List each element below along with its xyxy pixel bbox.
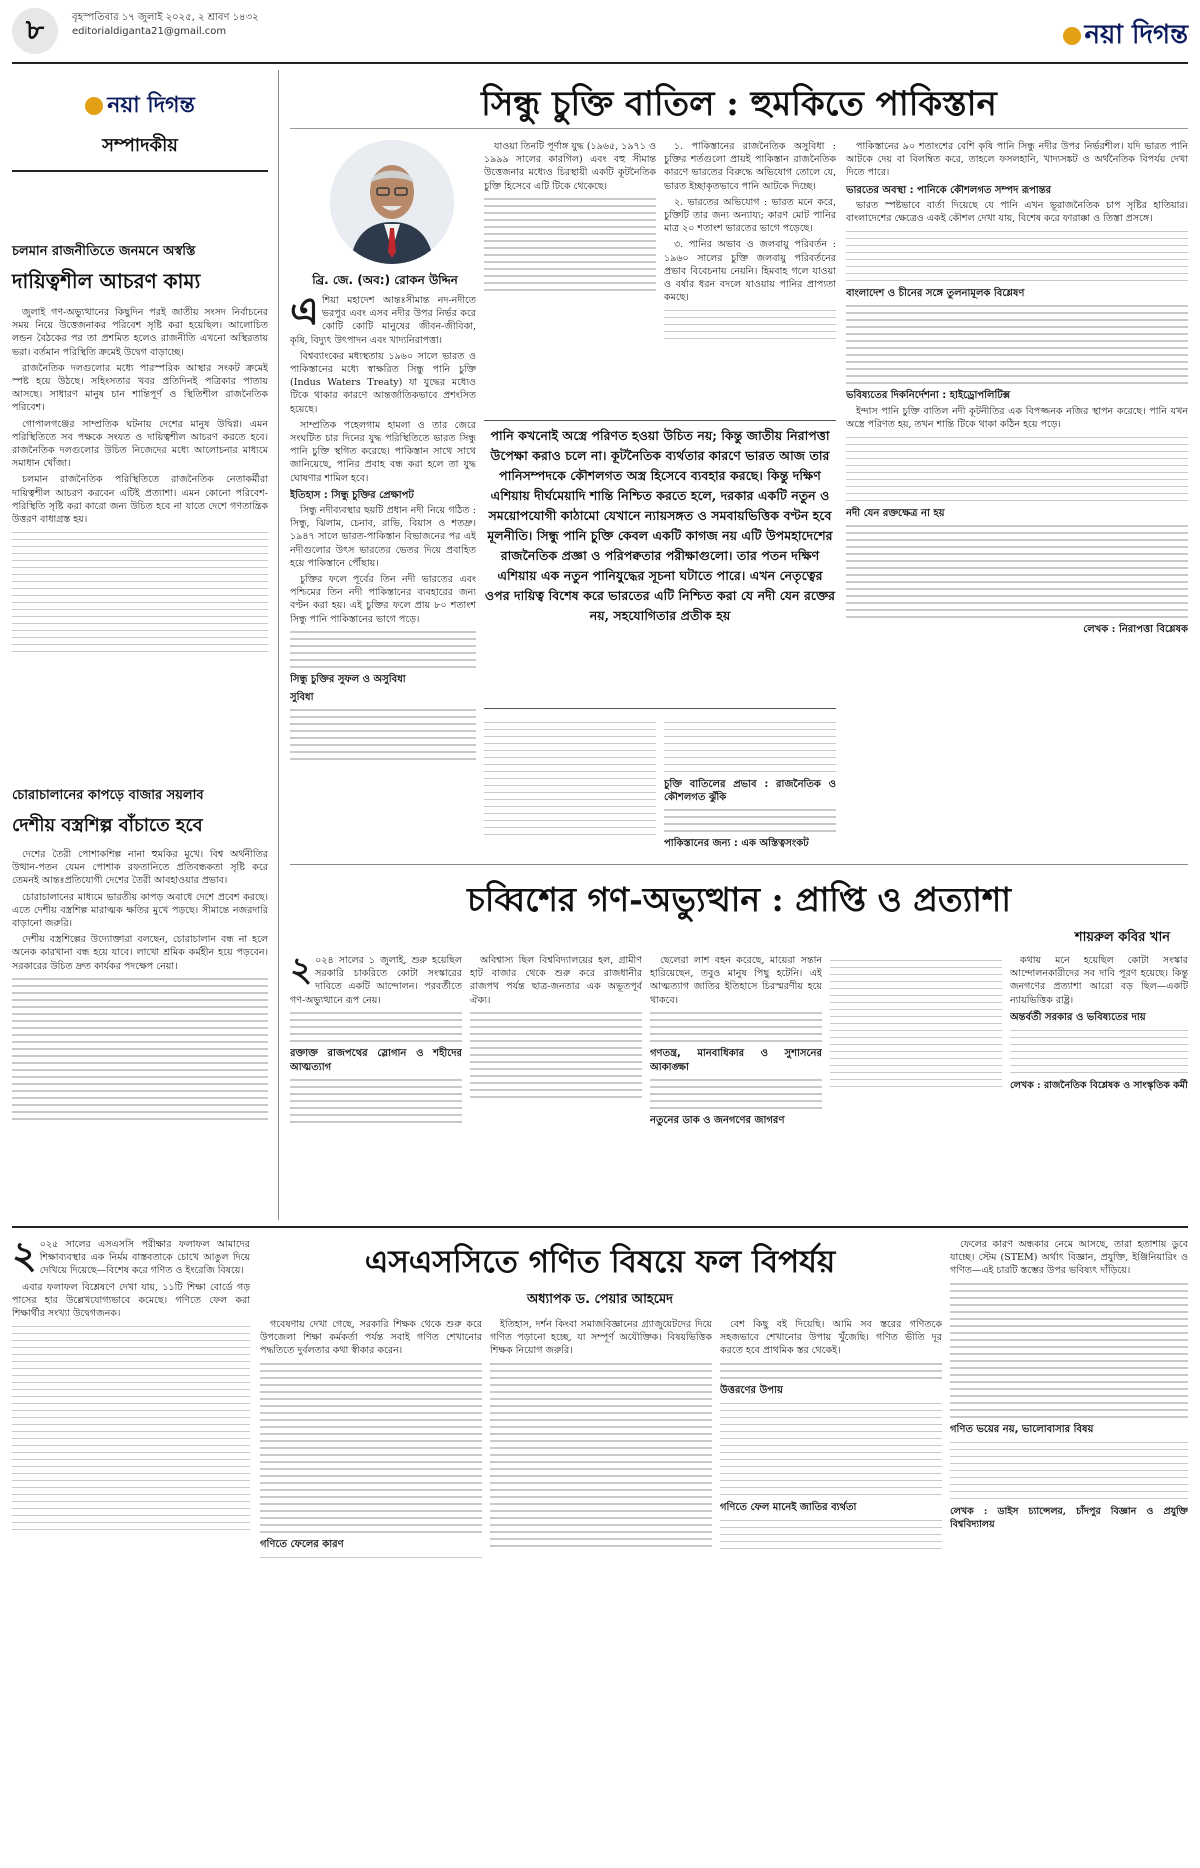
indus-author: ব্রি. জে. (অব:) রোকন উদ্দিন [312, 273, 458, 287]
text-lines [950, 1283, 1188, 1418]
math-col-3 [490, 1318, 712, 1858]
uprising-col-2 [470, 954, 642, 1212]
indus-signoff: লেখক : নিরাপত্তা বিশ্লেষক [1083, 624, 1188, 636]
indus-para: সাম্প্রতিক পহেলগাম হামলা ও তার জেরে সংঘটিত চার দিনের যুদ্ধ পরিস্থিতিতে ভারত সিন্ধু পানি চুক্তি স্থগিত করেছে। পাকিস্তান সাথে সাথে জানিয়েছে, পানির প্রবাহ বন্ধ করা হলে তা যুদ্ধ ঘোষণার শামিল হবে। [290, 419, 476, 484]
math-col-2 [260, 1318, 482, 1858]
text-lines [950, 1442, 1188, 1500]
text-lines [650, 1079, 822, 1109]
indus-col-3 [664, 140, 836, 410]
math-author: অধ্যাপক ড. পেয়ার আহমেদ [526, 1292, 674, 1307]
editorial2-title: দেশীয় বস্ত্রশিল্প বাঁচাতে হবে [12, 815, 203, 836]
text-lines [1010, 1030, 1188, 1074]
editorial1-para: জুলাই গণ-অভ্যুত্থানের কিছুদিন পরই জাতীয় সংসদ নির্বাচনের সময় নিয়ে উত্তেজনাকর পরিবেশ সৃষ্টি করা হয়েছিল। আলোচিত লন্ডন বৈঠকের পর তা প্রশমিত হলেও রাজনীতি এখনো অস্থিরতায় ভরা। বর্তমান পরিস্থিতি ক্রমেই উদ্বেগ বাড়াচ্ছে। [12, 307, 268, 358]
math-subhead: গণিত ভয়ের নয়, ভালোবাসার বিষয় [950, 1424, 1094, 1436]
text-lines [846, 231, 1188, 282]
uprising-para: অবিশ্বাস্য ছিল বিশ্ববিদ্যালয়ের হল, গ্রামীণ হাট বাজার থেকে শুরু করে রাজধানীর রাজপথ পর্যন্ত ছাত্র-জনতার এক অভূতপূর্ব ঐক্য। [470, 955, 642, 1006]
indus-para: ২. ভারতের অভিযোগ : ভারত মনে করে, চুক্তিটি তার জন্য অন্যায্য; কারণ মোট পানির মাত্র ২০ শতাংশ ভারতের ভাগে পড়েছে। [664, 196, 836, 235]
uprising-col-3 [650, 954, 822, 1212]
uprising-col-5 [1010, 954, 1188, 1212]
indus-para: শিয়া মহাদেশ আন্তঃসীমান্ত নদ-নদীতে ভরপুর এবং এসব নদীর উপর নির্ভর করে কোটি কোটি মানুষের জীবন-জীবিকা, কৃষি, বিদ্যুৎ উৎপাদন এবং খাদ্যনিরাপত্তা। [290, 295, 476, 346]
column-divider [278, 70, 279, 1220]
text-lines [12, 532, 268, 653]
editorial1-kicker: চলমান রাজনীতিতে জনমনে অস্বস্তি [12, 244, 196, 259]
text-lines [290, 1079, 462, 1123]
drop-cap: এ [290, 294, 319, 333]
math-headline: এসএসসিতে গণিত বিষয়ে ফল বিপর্যয় [364, 1244, 836, 1280]
text-lines [484, 198, 656, 291]
text-lines [260, 1557, 482, 1559]
text-lines [720, 1403, 942, 1496]
text-lines [490, 1363, 712, 1547]
uprising-subhead: রক্তাক্ত রাজপথের স্লোগান ও শহীদের আত্মত্যাগ [290, 1048, 462, 1073]
pull-quote-top-rule [484, 420, 836, 421]
masthead-logo [1063, 14, 1188, 58]
indus-col-4 [846, 140, 1188, 856]
text-lines [12, 1326, 250, 1531]
section-divider [12, 1226, 1188, 1228]
math-para: বেশ কিছু বই দিয়েছি। আমি সব স্তরের গণিতকে সহজভাবে শেখানোর উপায় খুঁজেছি। গণিত ভীতি দূর করতে হবে প্রাথমিক স্তর থেকেই। [720, 1319, 942, 1357]
indus-subhead: সুবিধা [290, 691, 314, 703]
indus-para: যাওয়া তিনটি পূর্ণাঙ্গ যুদ্ধ (১৯৬৫, ১৯৭১ ও ১৯৯৯ সালের কারগিল) এবং বহু সীমান্ত উত্তেজনার মধ্যেও চিরস্থায়ী একটি কূটনৈতিক চুক্তি হিসেবে এটি টিকে থেকেছে। [484, 141, 656, 192]
indus-subhead: ভবিষ্যতের দিকনির্দেশনা : হাইড্রোপলিটিক্স [846, 390, 1011, 402]
math-para: ০২৫ সালের এসএসসি পরীক্ষার ফলাফল আমাদের শিক্ষাব্যবস্থার এক নির্মম বাস্তবতাকে চোখে আঙুল দিয়ে দেখিয়ে দিয়েছে—বিশেষ করে গণিত ও ইংরেজি বিষয়ে। [39, 1239, 250, 1277]
uprising-para: ০২৪ সালের ১ জুলাই, শুরু হয়েছিল সরকারি চাকরিতে কোটা সংস্কারের দাবিতে একটি আন্দোলন। পরবর্তীতে গণ-অভ্যুত্থানে রূপ নেয়। [290, 955, 462, 1006]
editorial2-para: দেশীয় বস্ত্রশিল্পের উদ্যোক্তারা বলছেন, চোরাচালান বন্ধ না হলে অনেক কারখানা বন্ধ হয়ে যাবে। লাখো শ্রমিক কর্মহীন হয়ে পড়বেন। সরকারের উচিত দ্রুত কার্যকর পদক্ষেপ নেয়া। [12, 934, 268, 972]
math-col-5 [950, 1238, 1188, 1858]
editorial1-para: চলমান রাজনৈতিক পরিস্থিতিতে রাজনৈতিক নেতাকর্মীরা দায়িত্বশীল আচরণ করবেন এটিই প্রত্যাশা। এমন কোনো পরিবেশ-পরিস্থিতি সৃষ্টি করা কারো জন্য উচিত হবে না যাতে দেশে গণতান্ত্রিক উত্তরণ বাধাগ্রস্ত হয়। [12, 474, 268, 526]
indus-subhead: ভারতের অবস্থা : পানিকে কৌশলগত সম্পদ রূপান্তর [846, 184, 1052, 196]
pull-quote-bottom-rule [484, 708, 836, 709]
editorial1-para: গোপালগঞ্জের সাম্প্রতিক ঘটনায় দেশের মানুষ উদ্বিগ্ন। এমন পরিস্থিতিতে সব পক্ষকে সংযত ও দায়িত্বশীল আচরণ করতে হবে। রাজনৈতিক দলগুলোর উচিত নিজেদের মধ্যে আলোচনার মাধ্যমে সমাধান খোঁজা। [12, 418, 268, 470]
date-line: বৃহস্পতিবার ১৭ জুলাই ২০২৫, ২ শ্রাবণ ১৪৩২ [72, 12, 259, 23]
text-lines [830, 960, 1002, 1088]
math-para: এবার ফলাফল বিশ্লেষণে দেখা যায়, ১১টি শিক্ষা বোর্ডে গড় পাসের হার উল্লেখযোগ্যভাবে কমেছে। গণিতে ফেল করা শিক্ষার্থীর সংখ্যা উদ্বেগজনক। [12, 1281, 250, 1320]
pull-quote: পানি কখনোই অস্ত্রে পরিণত হওয়া উচিত নয়; কিন্তু জাতীয় নিরাপত্তা উপেক্ষা করাও চলে না। কূটনৈতিক ব্যর্থতার কারণে ভারত আজ তার পানিসম্পদকে কৌশলগত অস্ত্র হিসেবে ব্যবহার করছে। কিন্তু দক্ষিণ এশিয়ায় দীর্ঘমেয়াদি শান্তি নিশ্চিত করতে হলে, দরকার একটি নতুন ও সময়োপযোগী কাঠামো যেখানে ন্যায়সঙ্গত ও সমবায়ভিত্তিক বণ্টন হবে মূলনীতি। সিন্ধু পানি চুক্তি কেবল একটি কাগজ নয় এটি উপমহাদেশের রাজনৈতিক প্রজ্ঞা ও পরিপক্বতার পরীক্ষাগুলো। তার পতন দক্ষিণ এশিয়ায় এক নতুন পানিযুদ্ধের সূচনা ঘটাতে পারে। এখন নেতৃত্বের ওপর দায়িত্ব বিশেষ করে ভারতের এটি নিশ্চিত করা যে নদী যেন রক্তের নয়, সহযোগিতার প্রতীক হয় [484, 428, 836, 623]
editorial-logo [12, 88, 268, 125]
indus-col-2 [484, 140, 656, 410]
indus-para: ১. পাকিস্তানের রাজনৈতিক অসুবিধা : চুক্তির শর্তগুলো প্রায়ই পাকিস্তান রাজনৈতিক কারণে ভারতের বিরুদ্ধে অভিযোগ তোলে যে, ভারত ইচ্ছাকৃতভাবে পানি আটকে দিচ্ছে। [664, 141, 836, 192]
indus-para: বিশ্বব্যাংকের মধ্যস্থতায় ১৯৬০ সালে ভারত ও পাকিস্তানের মধ্যে স্বাক্ষরিত সিন্ধু পানি চুক্তি (Indus Waters Treaty) যা যুদ্ধের মধ্যেও টিকে থাকার কারণে আন্তর্জাতিকভাবে প্রশংসিত হয়েছে। [290, 350, 476, 415]
drop-cap: ২ [290, 954, 313, 990]
math-subhead: গণিতে ফেলের কারণ [260, 1539, 344, 1551]
indus-para: ৩. পানির অভাব ও জলবায়ু পরিবর্তন : ১৯৬০ সালের চুক্তি জলবায়ু পরিবর্তনের প্রভাব বিবেচনায় নেয়নি। হিমবাহ গলে যাওয়া ও বর্ষার ধরন বদলে যাওয়ায় পানির প্রাপ্যতা কমছে। [664, 239, 836, 304]
text-lines [846, 305, 1188, 384]
editorial2-kicker: চোরাচালানের কাপড়ে বাজার সয়লাব [12, 788, 204, 803]
indus-subhead: নদী যেন রক্তক্ষেত্র না হয় [846, 507, 945, 519]
editorial2-body [12, 848, 268, 1236]
indus-subhead: পাকিস্তানের জন্য : এক অস্তিত্বসংকট [664, 838, 809, 850]
text-lines [720, 1363, 942, 1379]
editorial1-body [12, 306, 268, 776]
text-lines [664, 722, 836, 773]
text-lines [470, 1012, 642, 1098]
uprising-subhead: অন্তর্বর্তী সরকার ও ভবিষ্যতের দায় [1010, 1011, 1146, 1023]
math-para: গবেষণায় দেখা গেছে, সরকারি শিক্ষক থেকে শুরু করে উপজেলা শিক্ষা কর্মকর্তা পর্যন্ত সবাই গণিত শেখানোর পদ্ধতিতে দুর্বলতার কথা স্বীকার করেন। [260, 1319, 482, 1357]
indus-para: সিন্ধু নদীব্যবস্থার ছয়টি প্রধান নদী নিয়ে গঠিত : সিন্ধু, ঝিলাম, চেনাব, রাভি, বিয়াস ও শতদ্রু। ১৯৪৭ সালে ভারত-পাকিস্তান বিভাজনের পর এই নদীগুলোর উৎস ভারতের ভেতর দিয়ে প্রবাহিত হয়ে পাকিস্তানে পৌঁছায়। [290, 505, 476, 569]
math-subhead: উত্তরণের উপায় [720, 1385, 783, 1397]
author-photo [330, 140, 454, 264]
uprising-para: কথায় মনে হয়েছিল কোটা সংস্কার আন্দোলনকারীদের সব দাবি পূরণ হয়েছে। কিন্তু জনগণের প্রত্যাশা আরো বড় ছিল—একটি ন্যায়ভিত্তিক রাষ্ট্র। [1010, 955, 1188, 1006]
indus-col-3-lower [664, 716, 836, 856]
sun-logo-icon [85, 97, 103, 115]
text-lines [484, 722, 656, 836]
editorial-column [12, 70, 268, 1190]
text-lines [664, 310, 836, 340]
text-lines [664, 809, 836, 832]
uprising-para: ছেলেরা লাশ বহন করেছে, মায়েরা সন্তান হারিয়েছেন, তবুও মানুষ পিছু হটেনি। এই আত্মত্যাগ জাতির ইতিহাসে চিরস্মরণীয় হয়ে থাকবে। [650, 955, 822, 1006]
uprising-col-1 [290, 954, 462, 1212]
indus-para: ভারত স্পষ্টভাবে বার্তা দিয়েছে যে পানি এখন ভূরাজনৈতিক চাপ সৃষ্টির হাতিয়ার। বাংলাদেশের ক্ষেত্রেও একই কৌশল দেখা যায়, বিশেষ করে ফারাক্কা ও তিস্তা প্রসঙ্গে। [846, 199, 1188, 225]
text-lines [290, 709, 476, 760]
author-portrait-icon [330, 140, 454, 264]
uprising-col-4 [830, 954, 1002, 1212]
math-signoff: লেখক : ডাইস চ্যান্সেলর, চাঁদপুর বিজ্ঞান ও প্রযুক্তি বিশ্ববিদ্যালয় [950, 1505, 1188, 1531]
drop-cap: ২ [12, 1238, 37, 1277]
editorial-email[interactable]: editorialdiganta21@gmail.com [72, 26, 227, 37]
editorial2-para: চোরাচালানের মাধ্যমে ভারতীয় কাপড় অবাধে দেশে প্রবেশ করছে। এতে দেশীয় বস্ত্রশিল্প মারাত্মক ক্ষতির মুখে পড়ছে। সীমান্তে নজরদারি বাড়ানো জরুরি। [12, 891, 268, 930]
text-lines [846, 525, 1188, 618]
indus-bottom-rule [290, 864, 1188, 865]
editorial1-para: রাজনৈতিক দলগুলোর মধ্যে পারস্পরিক আস্থার সংকট ক্রমেই স্পষ্ট হয়ে উঠছে। সহিংসতার খবর প্রতিদিনই পত্রিকার পাতায় আসছে। সাধারণ মানুষ চান শান্তিপূর্ণ ও স্থিতিশীল রাজনৈতিক পরিবেশ। [12, 362, 268, 414]
indus-para: ইন্দাস পানি চুক্তি বাতিল নদী কূটনীতির এক বিপজ্জনক নজির স্থাপন করেছে। পানি যখন অস্ত্রে পরিণত হয়, তখন শান্তি টিকে থাকা কঠিন হয়ে পড়ে। [846, 405, 1188, 430]
uprising-author: শায়রুল কবির খান [1074, 930, 1170, 945]
text-lines [260, 1363, 482, 1533]
page-number: ৮ [12, 8, 58, 54]
uprising-subhead: নতুনের ডাক ও জনগণের জাগরণ [650, 1115, 785, 1127]
indus-headline: সিন্ধু চুক্তি বাতিল : হুমকিতে পাকিস্তান [481, 84, 997, 124]
section-title-rule [12, 170, 268, 172]
sun-logo-icon [1063, 27, 1081, 45]
indus-headline-rule [290, 128, 1188, 129]
masthead-text: নয়া দিগন্ত [1084, 20, 1188, 50]
header-rule [12, 62, 1188, 64]
indus-subhead: বাংলাদেশ ও চীনের সঙ্গে তুলনামূলক বিশ্লেষণ [846, 287, 1025, 299]
indus-subhead: ইতিহাস : সিন্ধু চুক্তির প্রেক্ষাপট [290, 489, 414, 501]
math-col-4 [720, 1318, 942, 1858]
math-col-1 [12, 1238, 250, 1858]
math-para: ইতিহাস, দর্শন কিংবা সমাজবিজ্ঞানের গ্র্যাজুয়েটদের দিয়ে গণিত পড়ানো হচ্ছে, যা সম্পূর্ণ অযৌক্তিক। বিষয়ভিত্তিক শিক্ষক নিয়োগ জরুরি। [490, 1319, 712, 1357]
uprising-signoff: লেখক : রাজনৈতিক বিশ্লেষক ও সাংস্কৃতিক কর্মী [1010, 1079, 1188, 1091]
text-lines [846, 437, 1188, 502]
text-lines [720, 1520, 942, 1550]
uprising-headline: চব্বিশের গণ-অভ্যুত্থান : প্রাপ্তি ও প্রত্যাশা [467, 880, 1011, 919]
uprising-subhead: গণতন্ত্র, মানবাধিকার ও সুশাসনের আকাঙ্ক্ষা [650, 1048, 822, 1073]
section-title: সম্পাদকীয় [102, 135, 178, 156]
editorial2-para: দেশের তৈরী পোশাকশিল্প নানা হুমকির মুখে। বিশ্ব অর্থনীতির উত্থান-পতন যেমন পোশাক রফতানিতে প্রতিবন্ধকতা সৃষ্টি করে তেমনই আন্তঃপ্রতিযোগী দেশের তৈরী আবহাওয়ার প্রভাব। [12, 849, 268, 887]
text-lines [650, 1012, 822, 1042]
indus-col-1 [290, 294, 476, 856]
text-lines [12, 978, 268, 1120]
indus-para: পাকিস্তানের ৯০ শতাংশের বেশি কৃষি পানি সিন্ধু নদীর উপর নির্ভরশীল। যদি ভারত পানি আটকে দেয় বা বিলম্বিত করে, তাহলে ফসলহানি, খাদ্যসঙ্কট ও অর্থনৈতিক বিপর্যয় দেখা দিতে পারে। [846, 141, 1188, 179]
editorial1-title: দায়িত্বশীল আচরণ কাম্য [12, 269, 201, 293]
indus-subhead: সিন্ধু চুক্তির সুফল ও অসুবিধা [290, 674, 406, 686]
math-subhead: গণিতে ফেল মানেই জাতির ব্যর্থতা [720, 1501, 857, 1513]
text-lines [290, 631, 476, 668]
text-lines [290, 1012, 462, 1042]
indus-subhead: চুক্তি বাতিলের প্রভাব : রাজনৈতিক ও কৌশলগত ঝুঁকি [664, 778, 836, 803]
math-para: ফেলের কারণ অন্ধকার নেমে আসছে, তারা হতাশায় ডুবে যাচ্ছে। স্টেম (STEM) অর্থাৎ বিজ্ঞান, প্রযুক্তি, ইঞ্জিনিয়ারিং ও গণিত—এই চারটি স্তম্ভের উপর ভবিষ্যৎ দাঁড়িয়ে। [950, 1239, 1188, 1277]
indus-para: চুক্তির ফলে পূর্বের তিন নদী ভারতের এবং পশ্চিমের তিন নদী পাকিস্তানের ব্যবহারের জন্য বণ্টন করা হয়। এই চুক্তির ফলে প্রায় ৮০ শতাংশ সিন্ধু পানি পাকিস্তানের ভাগে পড়ে। [290, 574, 476, 625]
indus-col-2-lower [484, 716, 656, 856]
editorial-logo-text: নয়া দিগন্ত [107, 92, 195, 118]
